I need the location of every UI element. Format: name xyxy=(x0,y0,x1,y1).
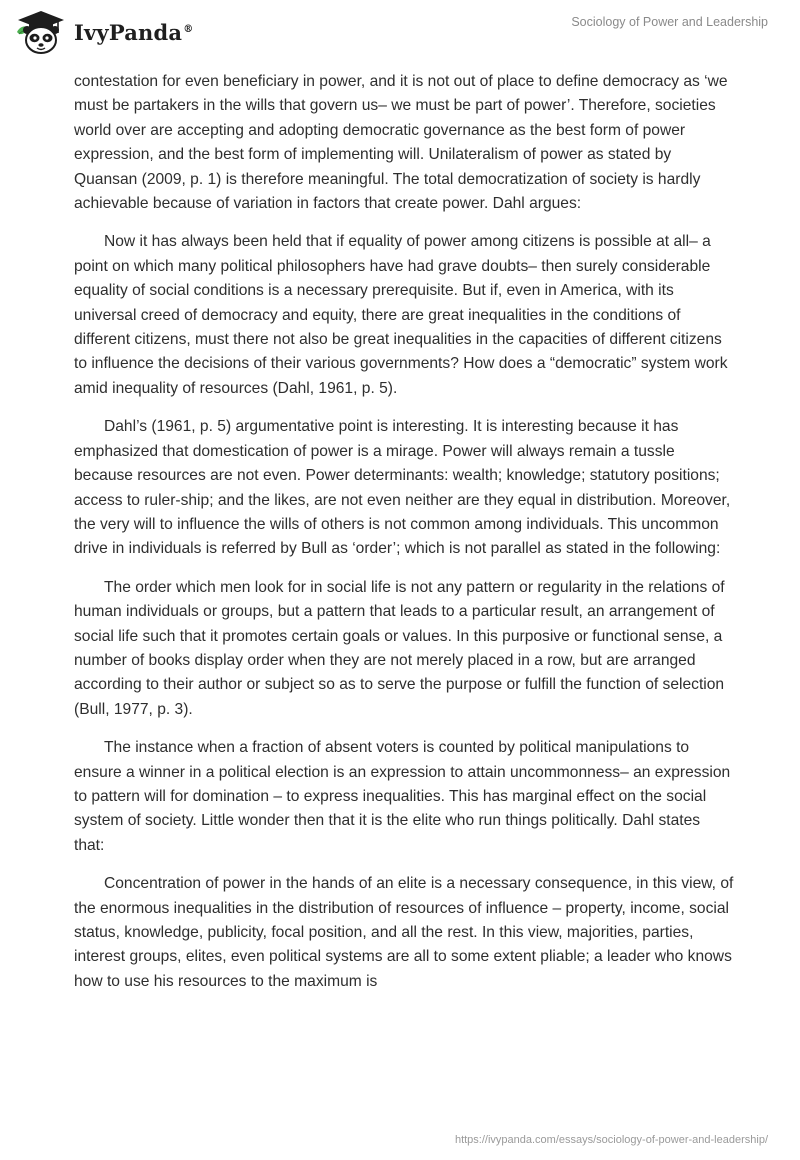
page-header xyxy=(0,0,800,70)
brand-name xyxy=(74,20,193,45)
panda-graduate-icon xyxy=(14,8,68,56)
paragraph-1: contestation for even beneficiary in power, and it is not out of place to define democracy as ‘we must be partakers in the wills that govern us– we must be part of power’. Therefore, societies world over are accepting and adopting democratic governance as the best form of power expression, and the best form of implementing will. Unilateralism of power as stated by Quansan (2009, p. 1) is therefore meaningful. The total democratization of society is hardly achievable because of variation in factors that create power. Dahl argues: xyxy=(74,73,728,213)
block-quote-bull: The order which men look for in social life is not any pattern or regularity in the relations of human individuals or groups, but a pattern that leads to a particular result, an arrangement of social life such that it promotes certain goals or values. In this purposive or functional sense, a number of books display order when they are not merely placed in a row, but are arranged according to their author or subject so as to serve the purpose or fulfill the function of selection (Bull, 1977, p. 3). xyxy=(74,578,725,718)
source-url-link[interactable]: https://ivypanda.com/essays/sociology-of-power-and-leadership/ xyxy=(454,1134,768,1146)
brand-name-text: IvyPanda xyxy=(74,19,183,45)
paragraph-2: Dahl’s (1961, p. 5) argumentative point is interesting. It is interesting because it has emphasized that domestication of power is a mirage. Power will always remain a tussle because resources are not even. Power determinants: wealth; knowledge; statutory positions; access to ruler-ship; and the likes, are not even neither are they equal in distribution. Moreover, the very will to influence the wills of others is not common among individuals. This uncommon drive in individuals is referred by Bull as ‘order’; which is not parallel as stated in the following: xyxy=(74,418,731,558)
registered-mark: ® xyxy=(183,23,194,35)
block-quote-dahl-1: Now it has always been held that if equality of power among citizens is possible at all– a point on which many political philosophers have had grave doubts– then surely considerable equality of social conditions is a necessary prerequisite. But if, even in America, with its universal creed of democracy and equity, there are great inequalities in the conditions of different citizens, must there not also be great inequalities in the capacities of different citizens to influence the decisions of their various governments? How does a “democratic” system work amid inequality of resources (Dahl, 1961, p. 5). xyxy=(74,233,728,397)
document-title: Sociology of Power and Leadership xyxy=(571,15,768,29)
block-quote-dahl-2: Concentration of power in the hands of an elite is a necessary consequence, in this view, of the enormous inequalities in the distribution of resources of influence – property, income, social status, knowledge, publicity, focal position, and all the rest. In this view, majorities, parties, interest groups, elites, even political systems are all to some extent pliable; a leader who knows how to use his resources to the maximum is xyxy=(74,875,734,990)
paragraph-3: The instance when a fraction of absent voters is counted by political manipulations to ensure a winner in a political election is an expression to attain uncommonness– an expression to pattern will for domination – to express inequalities. This has marginal effect on the social system of society. Little wonder then that it is the elite who run things politically. Dahl states that: xyxy=(74,739,731,854)
ivypanda-logo[interactable] xyxy=(14,8,193,56)
essay-body xyxy=(74,70,734,1008)
